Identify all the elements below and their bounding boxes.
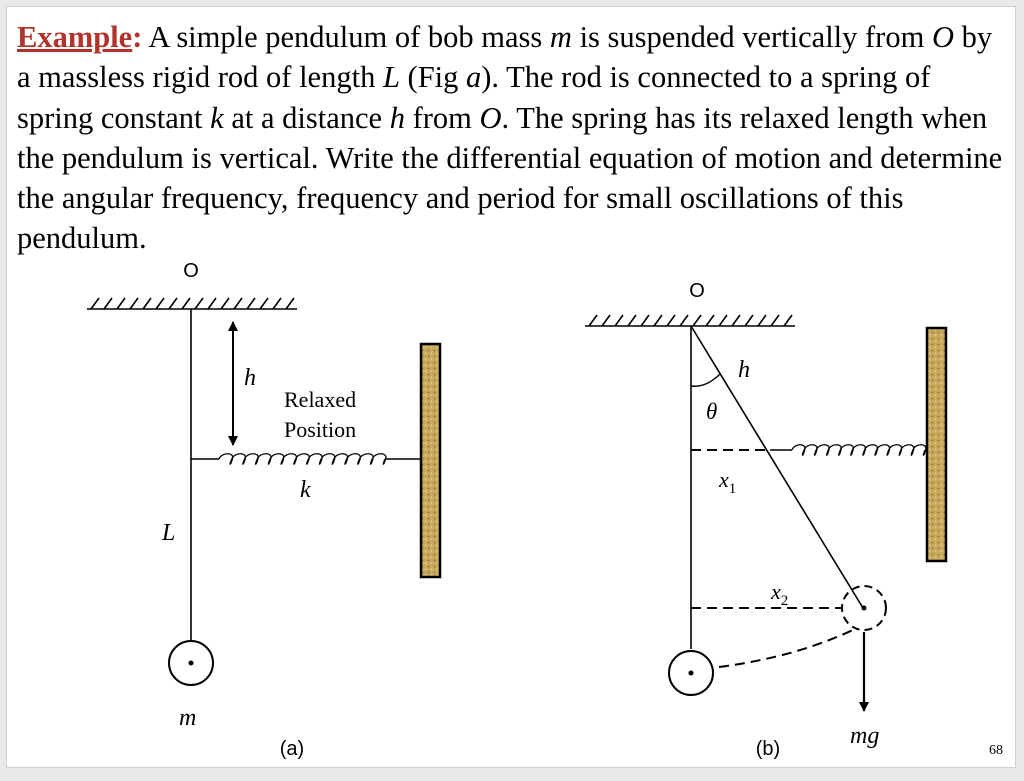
spring-b xyxy=(792,445,926,456)
statement-text: is suspended vertically from xyxy=(571,20,932,54)
ceiling-hatch xyxy=(654,315,662,326)
math-symbol: h xyxy=(389,100,405,135)
figure-a-pivot-label: O xyxy=(183,260,199,282)
math-symbol: O xyxy=(479,100,502,135)
spring-a xyxy=(219,454,386,465)
rod-b-displaced xyxy=(691,326,863,608)
ceiling-hatch xyxy=(693,315,701,326)
ceiling-hatch xyxy=(641,315,649,326)
h-label-a: h xyxy=(244,365,256,391)
ceiling-hatch xyxy=(667,315,675,326)
ceiling-hatch xyxy=(182,298,190,309)
ceiling-b xyxy=(585,315,795,326)
ceiling-hatch xyxy=(91,298,99,309)
ceiling-hatch xyxy=(628,315,636,326)
ceiling-hatch xyxy=(221,298,229,309)
ceiling-hatch xyxy=(208,298,216,309)
statement-text: ). The rod is connected to a spring of spring constant xyxy=(17,60,931,135)
bob-b-displaced-center xyxy=(862,606,867,611)
math-symbol: k xyxy=(210,100,224,135)
ceiling-hatch xyxy=(706,315,714,326)
slide xyxy=(6,6,1016,768)
math-symbol: a xyxy=(466,60,482,95)
x2-label: $x_2$ xyxy=(771,579,789,609)
ceiling-hatch xyxy=(771,315,779,326)
h-label-b: h xyxy=(738,357,750,383)
m-label: m xyxy=(179,705,197,731)
wall-b xyxy=(927,328,946,561)
relaxed-position-label-line1: Relaxed xyxy=(284,387,357,412)
figure-b-pivot-label: O xyxy=(689,280,705,302)
ceiling-hatch xyxy=(758,315,766,326)
math-symbol: m xyxy=(549,20,572,54)
k-label: k xyxy=(300,477,311,503)
L-label: L xyxy=(162,520,176,546)
bob-b-center xyxy=(689,671,694,676)
ceiling-hatch xyxy=(680,315,688,326)
figure-a xyxy=(87,260,440,760)
statement-text: at a distance xyxy=(223,100,390,135)
example-colon: : xyxy=(132,20,143,54)
example-label: Example xyxy=(17,20,133,54)
statement-text: A simple pendulum of bob mass xyxy=(142,20,550,54)
ceiling-hatch xyxy=(130,298,138,309)
math-symbol: O xyxy=(931,20,954,54)
ceiling-hatch xyxy=(745,315,753,326)
ceiling-hatch xyxy=(719,315,727,326)
relaxed-position-label-line2: Position xyxy=(284,417,357,442)
figure-b xyxy=(585,280,946,760)
ceiling-hatch xyxy=(234,298,242,309)
statement-text: (Fig xyxy=(399,60,467,95)
pendulum-figure xyxy=(7,7,1017,769)
ceiling-hatch xyxy=(589,315,597,326)
caption-a: (a) xyxy=(279,738,305,760)
ceiling-hatch xyxy=(260,298,268,309)
statement-text: by a massless rigid rod of length xyxy=(17,20,993,95)
x1-label: $x_1$ xyxy=(719,467,737,497)
ceiling-hatch xyxy=(602,315,610,326)
ceiling-hatch xyxy=(169,298,177,309)
ceiling-hatch xyxy=(117,298,125,309)
page-number: 68 xyxy=(989,743,1003,758)
ceiling-hatch xyxy=(104,298,112,309)
statement-text: from xyxy=(404,100,480,135)
ceiling-hatch xyxy=(156,298,164,309)
ceiling-hatch xyxy=(247,298,255,309)
ceiling-hatch xyxy=(195,298,203,309)
ceiling-hatch xyxy=(273,298,281,309)
wall-a xyxy=(421,344,440,577)
swing-path-dashed xyxy=(719,628,857,667)
theta-label: θ xyxy=(706,399,718,424)
caption-b: (b) xyxy=(755,738,781,760)
ceiling-hatch xyxy=(732,315,740,326)
ceiling-hatch xyxy=(615,315,623,326)
math-symbol: L xyxy=(382,60,400,95)
theta-arc xyxy=(691,374,720,386)
statement-text: . The spring has its relaxed length when the pendulum is vertical. Write the differential equation of motion and determine the angular frequency, frequency and period for small oscillations of this pendulum. xyxy=(17,100,1003,256)
ceiling-hatch xyxy=(143,298,151,309)
ceiling-hatch xyxy=(286,298,294,309)
bob-a-center xyxy=(189,661,194,666)
ceiling-a xyxy=(87,298,297,309)
ceiling-hatch xyxy=(784,315,792,326)
mg-label: mg xyxy=(850,723,880,749)
